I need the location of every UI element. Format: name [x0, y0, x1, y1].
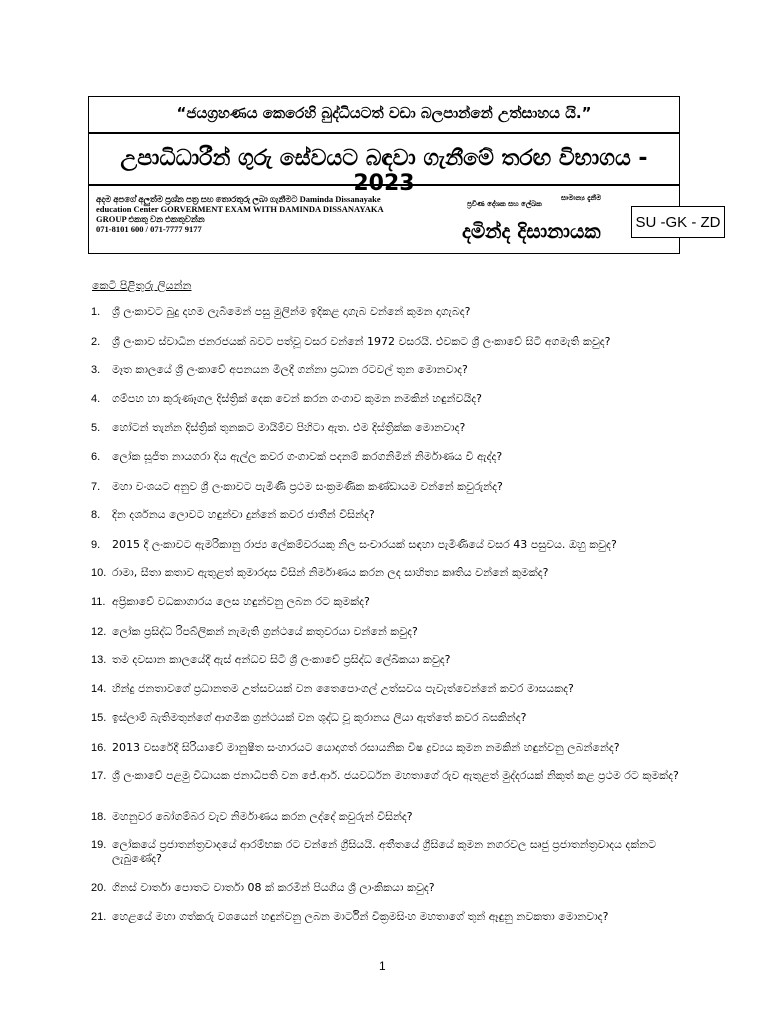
- question-text: 2013 වසරේදී සිරියාවේ මානුෂීත සංහාරයට යොදාගත් රසායනික විෂ ද්‍රව්‍යය කුමන නමකින් හඳුන්වනු ලබන්නේද?: [112, 741, 620, 754]
- question-text: හෝටන් තැන්න දිස්ත්‍රික් තුනකට මායිම්ව පිහිටා ඇත. එම දිස්ත්‍රික්ක මොනවාද?: [112, 421, 466, 434]
- author-role: ප්‍රවීණ දේශක සහ ලේඛක: [467, 200, 542, 208]
- question-text: ශ්‍රී ලංකාවේ පළමු විධායක ජනාධිපති වන ජේ.ආර්. ජයවර්ධන මහතාගේ රුව ඇතුළත් මුද්දරයක් නිකුත් කළ ප්‍රථම රට කුමක්ද?: [112, 769, 679, 782]
- question-text: ගිනස් වාර්තා පොතට වාර්තා 08 ක් කරමින් පියගිය ශ්‍රී ලාංකිකයා කවුද?: [112, 881, 435, 894]
- title-box: [88, 133, 680, 196]
- question-text: ලෝකයේ ප්‍රජාතන්ත්‍රවාදයේ ආරම්භක රට වන්නේ ග්‍රීසියයි. අතීතයේ ග්‍රීසියේ කුමන නගරවල සෘජු ප්‍රජාතන්ත්‍රවාදය දක්නට ලැබුණේද?: [112, 838, 657, 865]
- question-text: මහනුවර බෝගම්බර වැව නිර්මාණය කරන ලද්දේ කවුරුන් විසින්ද?: [112, 810, 413, 823]
- question-number: 20.: [91, 882, 107, 894]
- question-number: 11.: [91, 596, 106, 608]
- contact-line: education Center GORVERMENT EXAM WITH DAMINDA DISSANAYAKA: [96, 204, 384, 214]
- question-item: [88, 682, 688, 696]
- question-number: 21.: [91, 911, 107, 923]
- question-item: [88, 566, 688, 580]
- contact-line: GROUP එකතු වන එකතුවන්න: [96, 214, 205, 224]
- question-item: [88, 392, 688, 406]
- question-text: දින දර්ශනය ලොවට හඳුන්වා දුන්නේ කවර ජාතීන් විසින්ද?: [112, 508, 375, 521]
- question-text: 2015 දී ලංකාවට ඇමරිකානු රාජ්‍ය ලේකම්වරයකු නිල සංචාරයක් සඳහා පැමිණියේ වසර 43 පසුවය. ඔහු කවුද?: [112, 538, 617, 551]
- contact-line: අදම අපගේ අලුත්ම ප්‍රශ්න පත්‍ර සහ තොරතුරු ලබා ගැනීමට Daminda Dissanayake: [96, 194, 381, 204]
- contact-phone: 071-8101 600 / 071-7777 9177: [96, 224, 202, 234]
- question-item: [88, 363, 688, 377]
- page-number: 1: [379, 959, 386, 973]
- author-name: දමින්ද දිසානායක: [462, 219, 601, 243]
- question-text: ශ්‍රී ලංකාවට බුදු දහම ලැබීමෙන් පසු මුලින්ම ඉදිකළ දාගැබ වන්නේ කුමන දාගැබද?: [112, 305, 471, 318]
- question-number: 18.: [91, 811, 107, 823]
- question-text: ශ්‍රී ලංකාව ස්වාධීන ජනරජයක් බවට පත්වූ වසර වන්නේ 1972 වසරයි. එවකට ශ්‍රී ලංකාවේ සිටි අගමැති කවුද?: [112, 335, 611, 348]
- question-number: 7.: [91, 481, 101, 493]
- question-item: [88, 480, 688, 494]
- question-number: 14.: [91, 683, 107, 695]
- question-text: අප්‍රිකාවේ වධකාගාරය ලෙස හඳුන්වනු ලබන රට කුමක්ද?: [112, 595, 370, 608]
- question-item: [88, 711, 688, 725]
- question-text: හින්දු ජනතාවගේ ප්‍රධානතම උත්සවයක් වන තෛපොංගල් උත්සවය පැවැත්වෙන්නේ කවර මාසයකද?: [112, 682, 574, 695]
- header-quote: “ජයග්‍රහණය කෙරෙහි බුද්ධියටත් වඩා බලපාන්නේ උත්සාහය යි.”: [176, 104, 592, 122]
- paper-code-box: [631, 206, 725, 238]
- subject-label: සාමාන්‍ය දැනීම: [561, 194, 602, 202]
- question-item: [88, 421, 688, 435]
- question-text: ලෝක ප්‍රසිද්ධ රිපබ්ලිකන් නැමැති ග්‍රන්ථයේ කතුවරයා වන්නේ කවුද?: [112, 625, 418, 638]
- info-box: [88, 185, 721, 254]
- question-number: 5.: [91, 422, 101, 434]
- question-item: [88, 450, 688, 464]
- paper-code: SU -GK - ZD: [635, 214, 721, 231]
- question-text: ගම්පහ හා කුරුණෑගල දිස්ත්‍රික් දෙක වෙන් කරන ගංගාව කුමන නමකින් හඳුන්වයිද?: [112, 392, 482, 405]
- question-item: [88, 881, 688, 895]
- question-item: [88, 769, 688, 783]
- question-number: 16.: [91, 742, 107, 754]
- question-item: [88, 910, 688, 924]
- question-number: 19.: [91, 839, 107, 851]
- question-item: [88, 741, 688, 755]
- question-text: මහා වංශයට අනුව ශ්‍රී ලංකාවට පැමිණි ප්‍රථම සංක්‍රමණික කණ්ඩායම වන්නේ කවුරුන්ද?: [112, 480, 503, 493]
- question-number: 8.: [91, 509, 101, 521]
- question-number: 15.: [91, 712, 107, 724]
- contact-info: [96, 194, 436, 234]
- question-item: [88, 838, 688, 866]
- question-text: හෙළයේ මහා ගත්කරු වශයෙන් හඳුන්වනු ලබන මාර්ටින් වික්‍රමසිංහ මහතාගේ තුන් ඈඳුනු නවකතා මොනවාද?: [112, 910, 609, 923]
- question-text: රාමා, සීතා කතාව ඇතුළත් කුමාරදාස විසින් නිර්මාණය කරන ලද සාහිත්‍ය කෘතිය වන්නේ කුමක්ද?: [112, 566, 549, 579]
- question-item: [88, 335, 688, 349]
- question-number: 10.: [91, 567, 107, 579]
- question-item: [88, 810, 688, 824]
- question-item: [88, 538, 688, 552]
- question-text: ඉස්ලාම් බැතිමතුන්ගේ ආගමික ග්‍රන්ථයක් වන ශුද්ධ වූ කුරානය ලියා ඇත්තේ කවර බසකින්ද?: [112, 711, 527, 724]
- question-number: 13.: [91, 654, 107, 666]
- question-item: [88, 653, 688, 667]
- question-text: මෑත කාලයේ ශ්‍රී ලංකාවේ අපනයන මිලදී ගන්නා ප්‍රධාන රටවල් තුන මොනවාද?: [112, 363, 468, 376]
- question-item: [88, 625, 688, 639]
- question-text: තම දවසාන කාලයේදී ඇස් අන්ධව සිටි ශ්‍රී ලංකාවේ ප්‍රසිද්ධ ලේඛිකයා කවුද?: [112, 653, 451, 666]
- question-number: 17.: [91, 770, 107, 782]
- question-number: 12.: [91, 626, 107, 638]
- question-number: 4.: [91, 393, 101, 405]
- question-number: 2.: [91, 336, 101, 348]
- question-number: 6.: [91, 451, 101, 463]
- quote-box: [88, 96, 680, 133]
- question-item: [88, 595, 688, 609]
- question-text: ලෝක සූජිත නායගරා දිය ඇල්ල කවර ගංගාවක් පදනම් කරගනිමින් නිර්මාණය වී ඇද්ද?: [112, 450, 503, 463]
- question-number: 3.: [91, 364, 101, 376]
- question-number: 9.: [91, 539, 101, 551]
- question-number: 1.: [91, 306, 101, 318]
- question-item: [88, 305, 688, 319]
- question-item: [88, 508, 688, 522]
- exam-title: උපාධිධාරීන් ගුරු සේවයට බඳවා ගැනීමේ තරඟ විභාගය - 2023: [120, 146, 648, 196]
- instruction: කෙටි පිළිතුරු ලියන්න: [92, 279, 192, 292]
